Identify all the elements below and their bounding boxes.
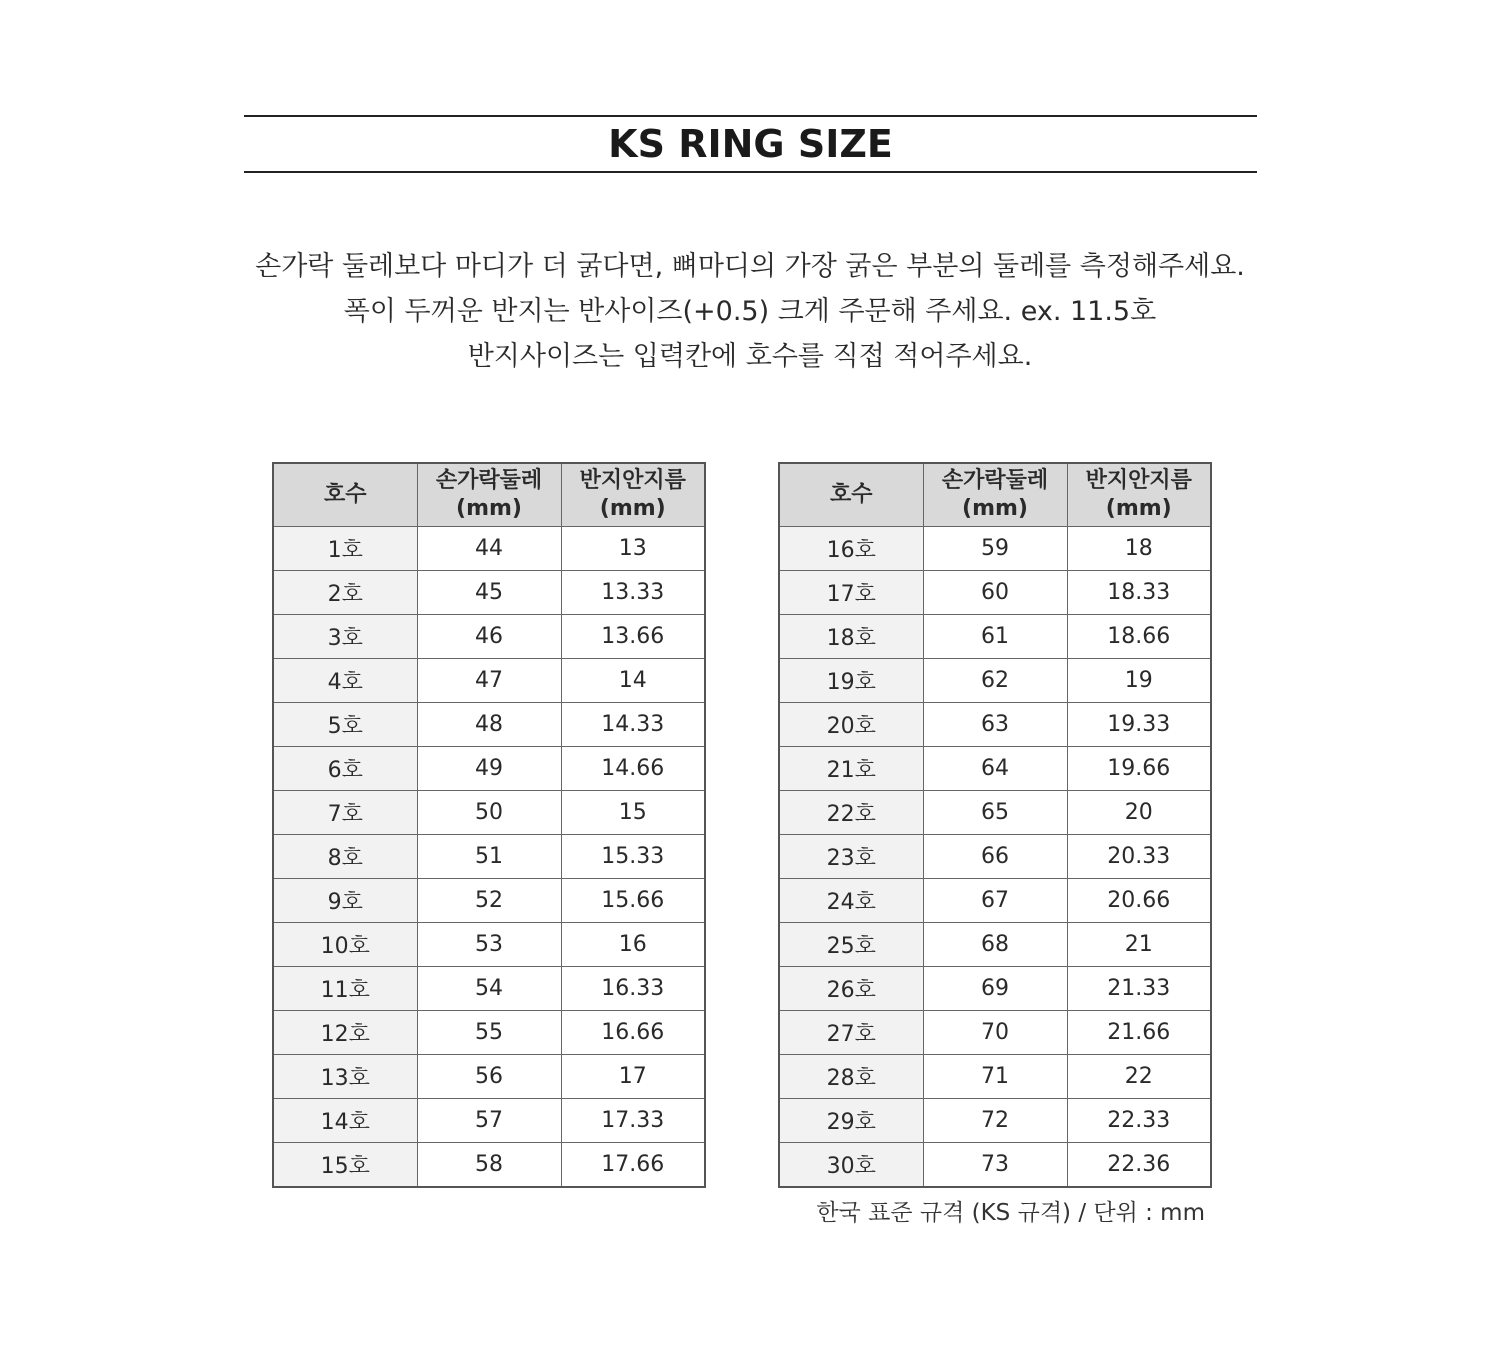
circumference-cell: 70: [923, 1011, 1067, 1055]
table-row: [273, 703, 705, 747]
diameter-cell: 15.33: [561, 835, 705, 879]
diameter-cell: 17.66: [561, 1143, 705, 1188]
instruction-line-3: 반지사이즈는 입력칸에 호수를 직접 적어주세요.: [467, 341, 1033, 372]
size-cell: 30호: [779, 1143, 923, 1188]
diameter-cell: 18.33: [1067, 571, 1211, 615]
size-cell: 27호: [779, 1011, 923, 1055]
circumference-cell: 48: [417, 703, 561, 747]
table-row: [779, 835, 1211, 879]
circumference-cell: 60: [923, 571, 1067, 615]
diameter-cell: 14: [561, 659, 705, 703]
diameter-cell: 16.66: [561, 1011, 705, 1055]
diameter-cell: 20.33: [1067, 835, 1211, 879]
size-cell: 14호: [273, 1099, 417, 1143]
size-cell: 8호: [273, 835, 417, 879]
circumference-cell: 52: [417, 879, 561, 923]
circumference-cell: 45: [417, 571, 561, 615]
diameter-cell: 22: [1067, 1055, 1211, 1099]
size-cell: 2호: [273, 571, 417, 615]
diameter-cell: 13.33: [561, 571, 705, 615]
header-size-label: 호수: [323, 482, 367, 507]
header-diameter: [561, 463, 705, 527]
circumference-cell: 47: [417, 659, 561, 703]
table-row: [779, 1011, 1211, 1055]
ring-size-table-left: [272, 462, 706, 1188]
diameter-cell: 19.33: [1067, 703, 1211, 747]
size-cell: 6호: [273, 747, 417, 791]
table-row: [273, 1143, 705, 1188]
table-body-left: [273, 527, 705, 1188]
size-cell: 26호: [779, 967, 923, 1011]
size-cell: 4호: [273, 659, 417, 703]
table-row: [779, 747, 1211, 791]
header-size: [779, 463, 923, 527]
size-cell: 29호: [779, 1099, 923, 1143]
header-circumference: [923, 463, 1067, 527]
ring-size-table-right: [778, 462, 1212, 1188]
size-cell: 17호: [779, 571, 923, 615]
diameter-cell: 14.66: [561, 747, 705, 791]
size-cell: 28호: [779, 1055, 923, 1099]
circumference-cell: 57: [417, 1099, 561, 1143]
circumference-cell: 44: [417, 527, 561, 571]
table-row: [273, 1055, 705, 1099]
size-cell: 10호: [273, 923, 417, 967]
instructions: [0, 244, 1500, 379]
circumference-cell: 73: [923, 1143, 1067, 1188]
circumference-cell: 65: [923, 791, 1067, 835]
standard-footnote: 한국 표준 규격 (KS 규격) / 단위 : mm: [816, 1200, 1205, 1226]
diameter-cell: 18: [1067, 527, 1211, 571]
diameter-cell: 21.66: [1067, 1011, 1211, 1055]
size-cell: 15호: [273, 1143, 417, 1188]
table-row: [779, 659, 1211, 703]
size-cell: 22호: [779, 791, 923, 835]
circumference-cell: 59: [923, 527, 1067, 571]
size-cell: 20호: [779, 703, 923, 747]
size-cell: 3호: [273, 615, 417, 659]
header-diameter: [1067, 463, 1211, 527]
circumference-cell: 72: [923, 1099, 1067, 1143]
table-row: [779, 967, 1211, 1011]
size-cell: 5호: [273, 703, 417, 747]
size-cell: 23호: [779, 835, 923, 879]
size-cell: 18호: [779, 615, 923, 659]
header-diameter-unit: (mm): [1105, 496, 1172, 521]
circumference-cell: 68: [923, 923, 1067, 967]
diameter-cell: 19.66: [1067, 747, 1211, 791]
table-row: [779, 1099, 1211, 1143]
table-row: [273, 571, 705, 615]
header-circumference: [417, 463, 561, 527]
header-size-label: 호수: [829, 482, 873, 507]
table-row: [273, 527, 705, 571]
size-cell: 12호: [273, 1011, 417, 1055]
header-circumference-label: 손가락둘레: [941, 468, 1049, 493]
diameter-cell: 17: [561, 1055, 705, 1099]
diameter-cell: 18.66: [1067, 615, 1211, 659]
diameter-cell: 22.36: [1067, 1143, 1211, 1188]
table-row: [273, 1011, 705, 1055]
circumference-cell: 49: [417, 747, 561, 791]
header-diameter-label: 반지안지름: [1085, 468, 1192, 493]
circumference-cell: 64: [923, 747, 1067, 791]
table-row: [273, 923, 705, 967]
circumference-cell: 69: [923, 967, 1067, 1011]
header-circumference-unit: (mm): [962, 496, 1028, 521]
diameter-cell: 21.33: [1067, 967, 1211, 1011]
diameter-cell: 17.33: [561, 1099, 705, 1143]
table-row: [779, 527, 1211, 571]
diameter-cell: 19: [1067, 659, 1211, 703]
diameter-cell: 20: [1067, 791, 1211, 835]
circumference-cell: 61: [923, 615, 1067, 659]
circumference-cell: 53: [417, 923, 561, 967]
header-circumference-label: 손가락둘레: [435, 468, 543, 493]
diameter-cell: 16.33: [561, 967, 705, 1011]
size-cell: 9호: [273, 879, 417, 923]
size-cell: 24호: [779, 879, 923, 923]
table-row: [779, 923, 1211, 967]
table-row: [273, 1099, 705, 1143]
size-cell: 7호: [273, 791, 417, 835]
circumference-cell: 67: [923, 879, 1067, 923]
diameter-cell: 16: [561, 923, 705, 967]
page-title: KS RING SIZE: [608, 122, 893, 166]
circumference-cell: 50: [417, 791, 561, 835]
table-row: [779, 1143, 1211, 1188]
table-row: [779, 1055, 1211, 1099]
table-row: [779, 791, 1211, 835]
table-row: [273, 967, 705, 1011]
circumference-cell: 63: [923, 703, 1067, 747]
table-row: [273, 615, 705, 659]
size-cell: 16호: [779, 527, 923, 571]
circumference-cell: 46: [417, 615, 561, 659]
diameter-cell: 13: [561, 527, 705, 571]
circumference-cell: 58: [417, 1143, 561, 1188]
table-header-row: [273, 463, 705, 527]
size-cell: 11호: [273, 967, 417, 1011]
instruction-line-1: 손가락 둘레보다 마디가 더 굵다면, 뼈마디의 가장 굵은 부분의 둘레를 측정해주세요.: [255, 251, 1245, 282]
size-cell: 19호: [779, 659, 923, 703]
header-diameter-label: 반지안지름: [579, 468, 686, 493]
diameter-cell: 22.33: [1067, 1099, 1211, 1143]
table-row: [273, 659, 705, 703]
table-row: [779, 879, 1211, 923]
table-body-right: [779, 527, 1211, 1188]
title-block: [244, 115, 1257, 173]
diameter-cell: 21: [1067, 923, 1211, 967]
diameter-cell: 20.66: [1067, 879, 1211, 923]
circumference-cell: 56: [417, 1055, 561, 1099]
diameter-cell: 14.33: [561, 703, 705, 747]
circumference-cell: 71: [923, 1055, 1067, 1099]
diameter-cell: 13.66: [561, 615, 705, 659]
table-row: [273, 835, 705, 879]
size-cell: 21호: [779, 747, 923, 791]
table-row: [779, 571, 1211, 615]
table-header-row: [779, 463, 1211, 527]
instruction-line-2: 폭이 두꺼운 반지는 반사이즈(+0.5) 크게 주문해 주세요. ex. 11.5호: [343, 296, 1157, 327]
circumference-cell: 55: [417, 1011, 561, 1055]
table-row: [779, 615, 1211, 659]
circumference-cell: 54: [417, 967, 561, 1011]
circumference-cell: 62: [923, 659, 1067, 703]
table-row: [779, 703, 1211, 747]
table-row: [273, 791, 705, 835]
header-diameter-unit: (mm): [599, 496, 666, 521]
diameter-cell: 15.66: [561, 879, 705, 923]
size-cell: 25호: [779, 923, 923, 967]
table-row: [273, 879, 705, 923]
circumference-cell: 66: [923, 835, 1067, 879]
size-cell: 13호: [273, 1055, 417, 1099]
table-row: [273, 747, 705, 791]
circumference-cell: 51: [417, 835, 561, 879]
diameter-cell: 15: [561, 791, 705, 835]
size-cell: 1호: [273, 527, 417, 571]
header-circumference-unit: (mm): [456, 496, 522, 521]
header-size: [273, 463, 417, 527]
